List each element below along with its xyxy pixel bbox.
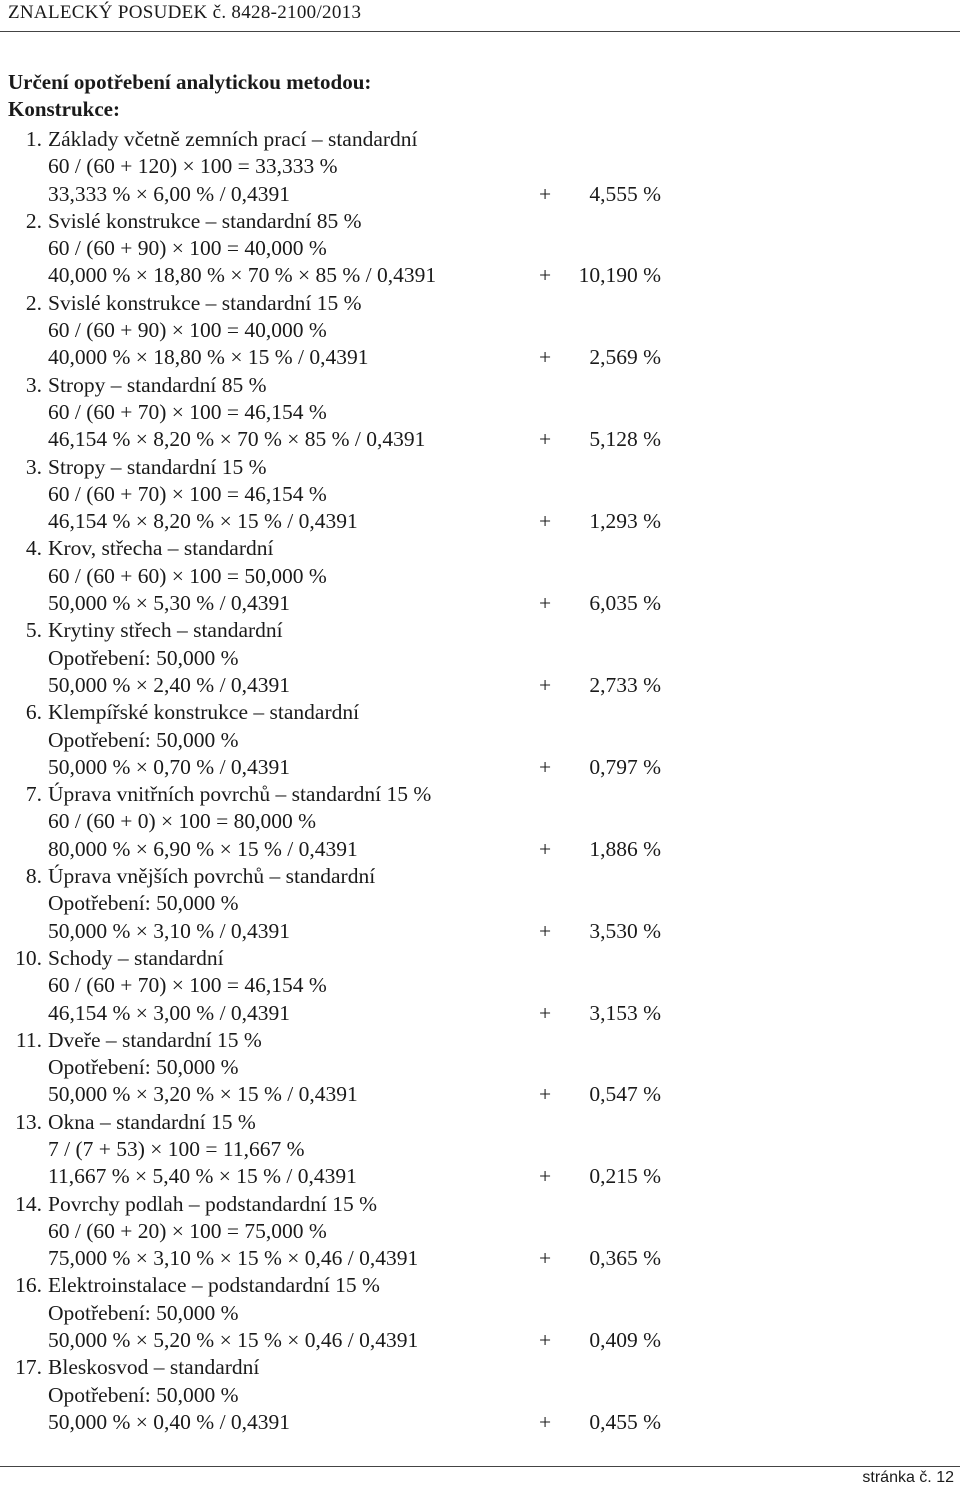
subsection-title: Konstrukce: <box>8 97 120 121</box>
item-title: Úprava vnějších povrchů – standardní <box>48 864 376 889</box>
item-formula: Opotřebení: 50,000 % <box>48 727 239 752</box>
item-formula: Opotřebení: 50,000 % <box>48 1300 239 1325</box>
item-sign: + <box>539 836 552 861</box>
item-result-line <box>0 344 960 371</box>
item-title: Schody – standardní <box>48 945 224 970</box>
item-number: 6. <box>25 700 42 725</box>
item-formula-line <box>0 645 960 672</box>
item-formula-line <box>0 317 960 344</box>
item-title: Základy včetně zemních prací – standardní <box>48 127 418 151</box>
item-formula: Opotřebení: 50,000 % <box>48 891 239 916</box>
calculation-item <box>0 1272 960 1354</box>
item-title: Povrchy podlah – podstandardní 15 % <box>48 1191 378 1216</box>
item-title: Bleskosvod – standardní <box>48 1355 260 1380</box>
item-title-line <box>0 1109 960 1136</box>
calculation-item <box>0 1354 960 1436</box>
item-result-line <box>0 918 960 945</box>
item-formula: 60 / (60 + 20) × 100 = 75,000 % <box>48 1218 327 1243</box>
document-header: ZNALECKÝ POSUDEK č. 8428-2100/2013 <box>8 2 362 23</box>
calculation-item <box>0 1109 960 1191</box>
item-sign: + <box>539 1328 552 1353</box>
item-sign: + <box>539 754 552 779</box>
item-result: 0,215 % <box>589 1164 661 1189</box>
item-formula-line <box>0 1218 960 1245</box>
item-number: 2. <box>25 208 42 233</box>
item-result: 4,555 % <box>589 181 661 206</box>
item-title-line <box>0 781 960 808</box>
item-result-line <box>0 508 960 535</box>
item-sign: + <box>539 181 552 206</box>
item-result-line <box>0 1327 960 1354</box>
item-title-line <box>0 372 960 399</box>
item-formula-line <box>0 481 960 508</box>
item-calculation: 46,154 % × 3,00 % / 0,4391 <box>48 1000 291 1025</box>
item-calculation: 50,000 % × 3,10 % / 0,4391 <box>48 918 291 943</box>
item-result-line <box>0 1409 960 1436</box>
item-title: Klempířské konstrukce – standardní <box>48 700 360 725</box>
item-sign: + <box>539 918 552 943</box>
item-number: 7. <box>25 782 42 807</box>
item-number: 11. <box>15 1027 42 1052</box>
item-calculation: 46,154 % × 8,20 % × 15 % / 0,4391 <box>48 509 358 534</box>
calculation-item <box>0 699 960 781</box>
item-formula-line <box>0 1300 960 1327</box>
item-result: 0,455 % <box>589 1409 661 1434</box>
calculation-item <box>0 1027 960 1109</box>
item-calculation: 40,000 % × 18,80 % × 15 % / 0,4391 <box>48 345 369 370</box>
item-number: 5. <box>25 618 42 643</box>
item-calculation: 50,000 % × 5,30 % / 0,4391 <box>48 591 291 616</box>
item-calculation: 46,154 % × 8,20 % × 70 % × 85 % / 0,4391 <box>48 427 426 452</box>
item-result: 2,733 % <box>589 672 661 697</box>
item-formula-line <box>0 235 960 262</box>
header-divider <box>0 31 960 32</box>
item-formula: 60 / (60 + 90) × 100 = 40,000 % <box>48 236 327 261</box>
item-title-line <box>0 617 960 644</box>
section-title: Určení opotřebení analytickou metodou: <box>8 70 372 94</box>
calculation-item <box>0 126 960 208</box>
item-title-line <box>0 1191 960 1218</box>
item-result-line <box>0 262 960 289</box>
calculation-item <box>0 781 960 863</box>
calculation-item <box>0 454 960 536</box>
item-sign: + <box>539 1164 552 1189</box>
item-formula-line <box>0 153 960 180</box>
item-formula: 60 / (60 + 60) × 100 = 50,000 % <box>48 563 327 588</box>
item-formula: 7 / (7 + 53) × 100 = 11,667 % <box>48 1136 305 1161</box>
item-title: Stropy – standardní 85 % <box>48 372 267 397</box>
item-result-line <box>0 1000 960 1027</box>
item-sign: + <box>539 263 552 288</box>
item-number: 1. <box>25 127 42 151</box>
item-formula: Opotřebení: 50,000 % <box>48 1055 239 1080</box>
calculation-item <box>0 290 960 372</box>
item-title-line <box>0 535 960 562</box>
item-number: 14. <box>15 1191 42 1216</box>
item-result-line <box>0 181 960 208</box>
item-result-line <box>0 1081 960 1108</box>
item-result-line <box>0 836 960 863</box>
item-calculation: 11,667 % × 5,40 % × 15 % / 0,4391 <box>48 1164 357 1189</box>
item-formula-line <box>0 727 960 754</box>
item-title-line <box>0 699 960 726</box>
item-title: Krov, střecha – standardní <box>48 536 274 561</box>
calculation-item <box>0 1191 960 1273</box>
item-result: 1,293 % <box>589 509 661 534</box>
item-formula-line <box>0 1382 960 1409</box>
item-result-line <box>0 672 960 699</box>
page-number: 12 <box>936 1469 954 1486</box>
item-number: 8. <box>25 864 42 889</box>
calculation-item <box>0 372 960 454</box>
item-calculation: 50,000 % × 5,20 % × 15 % × 0,46 / 0,4391 <box>48 1328 419 1353</box>
item-number: 16. <box>15 1273 42 1298</box>
item-number: 13. <box>15 1109 42 1134</box>
item-title-line <box>0 454 960 481</box>
item-formula-line <box>0 399 960 426</box>
page-label: stránka č. <box>862 1469 932 1486</box>
item-title: Okna – standardní 15 % <box>48 1109 256 1134</box>
item-title: Úprava vnitřních povrchů – standardní 15 % <box>48 782 432 807</box>
item-title-line <box>0 208 960 235</box>
item-calculation: 80,000 % × 6,90 % × 15 % / 0,4391 <box>48 836 358 861</box>
item-result-line <box>0 1163 960 1190</box>
item-result: 3,530 % <box>589 918 661 943</box>
item-formula: Opotřebení: 50,000 % <box>48 645 239 670</box>
calculation-item <box>0 945 960 1027</box>
footer-divider <box>0 1466 960 1467</box>
item-number: 3. <box>25 372 42 397</box>
item-calculation: 50,000 % × 0,70 % / 0,4391 <box>48 754 291 779</box>
item-title: Stropy – standardní 15 % <box>48 454 267 479</box>
item-title-line <box>0 1027 960 1054</box>
item-result: 3,153 % <box>589 1000 661 1025</box>
item-formula: 60 / (60 + 70) × 100 = 46,154 % <box>48 399 327 424</box>
item-sign: + <box>539 345 552 370</box>
item-title-line <box>0 945 960 972</box>
item-formula-line <box>0 808 960 835</box>
item-sign: + <box>539 427 552 452</box>
item-formula-line <box>0 1136 960 1163</box>
item-sign: + <box>539 1082 552 1107</box>
item-calculation: 40,000 % × 18,80 % × 70 % × 85 % / 0,4391 <box>48 263 437 288</box>
item-number: 2. <box>25 290 42 315</box>
item-result: 6,035 % <box>589 591 661 616</box>
calculation-item <box>0 208 960 290</box>
item-formula: 60 / (60 + 70) × 100 = 46,154 % <box>48 481 327 506</box>
item-calculation: 50,000 % × 3,20 % × 15 % / 0,4391 <box>48 1082 358 1107</box>
item-title: Dveře – standardní 15 % <box>48 1027 262 1052</box>
calculation-list <box>0 126 960 1436</box>
item-formula: 60 / (60 + 120) × 100 = 33,333 % <box>48 154 338 179</box>
item-sign: + <box>539 591 552 616</box>
item-number: 17. <box>15 1355 42 1380</box>
item-sign: + <box>539 1409 552 1434</box>
item-formula-line <box>0 1054 960 1081</box>
item-title-line <box>0 290 960 317</box>
item-sign: + <box>539 672 552 697</box>
item-calculation: 33,333 % × 6,00 % / 0,4391 <box>48 181 291 206</box>
item-calculation: 50,000 % × 0,40 % / 0,4391 <box>48 1409 291 1434</box>
item-formula: Opotřebení: 50,000 % <box>48 1382 239 1407</box>
item-formula-line <box>0 890 960 917</box>
item-sign: + <box>539 509 552 534</box>
item-formula: 60 / (60 + 90) × 100 = 40,000 % <box>48 318 327 343</box>
item-calculation: 50,000 % × 2,40 % / 0,4391 <box>48 672 291 697</box>
item-result: 10,190 % <box>578 263 661 288</box>
item-result-line <box>0 426 960 453</box>
item-sign: + <box>539 1000 552 1025</box>
item-result: 1,886 % <box>589 836 661 861</box>
item-number: 3. <box>25 454 42 479</box>
calculation-item <box>0 863 960 945</box>
item-formula-line <box>0 563 960 590</box>
item-number: 4. <box>25 536 42 561</box>
item-title: Elektroinstalace – podstandardní 15 % <box>48 1273 380 1298</box>
item-title-line <box>0 863 960 890</box>
item-formula: 60 / (60 + 0) × 100 = 80,000 % <box>48 809 317 834</box>
item-title: Svislé konstrukce – standardní 15 % <box>48 290 362 315</box>
item-formula: 60 / (60 + 70) × 100 = 46,154 % <box>48 973 327 998</box>
item-title: Svislé konstrukce – standardní 85 % <box>48 208 362 233</box>
item-result: 0,797 % <box>589 754 661 779</box>
item-formula-line <box>0 972 960 999</box>
item-result-line <box>0 1245 960 1272</box>
calculation-item <box>0 535 960 617</box>
item-calculation: 75,000 % × 3,10 % × 15 % × 0,46 / 0,4391 <box>48 1246 419 1271</box>
item-title: Krytiny střech – standardní <box>48 618 283 643</box>
item-result: 0,547 % <box>589 1082 661 1107</box>
item-sign: + <box>539 1246 552 1271</box>
item-number: 10. <box>15 945 42 970</box>
page-footer <box>862 1469 954 1487</box>
item-title-line <box>0 1272 960 1299</box>
item-title-line <box>0 126 960 153</box>
item-result: 0,365 % <box>589 1246 661 1271</box>
item-result-line <box>0 590 960 617</box>
item-title-line <box>0 1354 960 1381</box>
item-result: 2,569 % <box>589 345 661 370</box>
item-result: 5,128 % <box>589 427 661 452</box>
calculation-item <box>0 617 960 699</box>
item-result-line <box>0 754 960 781</box>
item-result: 0,409 % <box>589 1328 661 1353</box>
